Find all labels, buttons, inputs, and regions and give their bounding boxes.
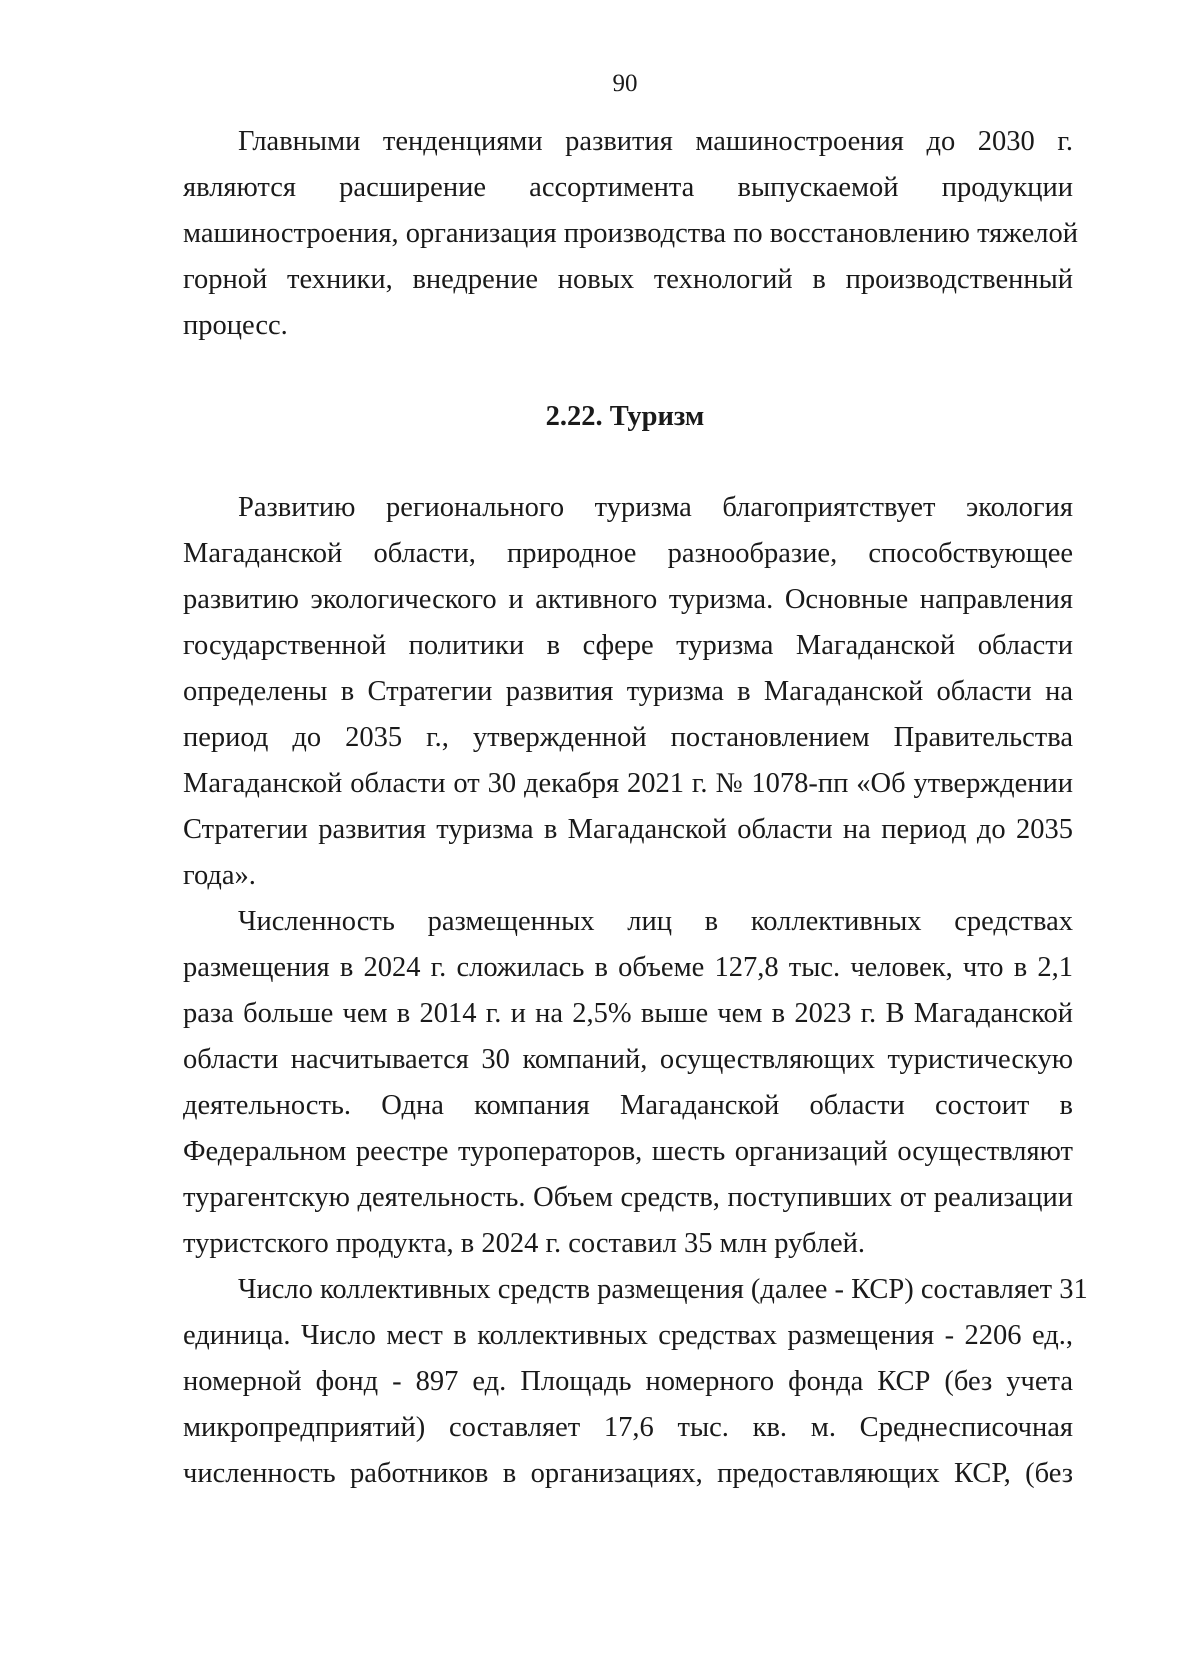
text-line: единица. Число мест в коллективных средствах размещения - 2206 ед., — [183, 1320, 1073, 1351]
text-line: микропредприятий) составляет 17,6 тыс. кв. м. Среднесписочная — [183, 1412, 1073, 1443]
page-number: 90 — [612, 70, 638, 97]
text-line: Магаданской области от 30 декабря 2021 г. № 1078-пп «Об утверждении — [183, 768, 1073, 799]
text-line: деятельность. Одна компания Магаданской области состоит в — [183, 1090, 1073, 1121]
text-line: период до 2035 г., утвержденной постановлением Правительства — [183, 722, 1073, 753]
text-line: года». — [183, 860, 256, 891]
text-line: Федеральном реестре туроператоров, шесть организаций осуществляют — [183, 1136, 1073, 1167]
text-line: процесс. — [183, 310, 288, 341]
text-line: государственной политики в сфере туризма Магаданской области — [183, 630, 1073, 661]
text-line: Стратегии развития туризма в Магаданской области на период до 2035 — [183, 814, 1073, 845]
text-line: горной техники, внедрение новых технологий в производственный — [183, 264, 1073, 295]
text-line: Число коллективных средств размещения (далее - КСР) составляет 31 — [238, 1274, 1088, 1305]
text-line: Магаданской области, природное разнообразие, способствующее — [183, 538, 1073, 569]
text-line: размещения в 2024 г. сложилась в объеме 127,8 тыс. человек, что в 2,1 — [183, 952, 1073, 983]
text-line: раза больше чем в 2014 г. и на 2,5% выше чем в 2023 г. В Магаданской — [183, 998, 1073, 1029]
text-line: туристского продукта, в 2024 г. составил 35 млн рублей. — [183, 1228, 866, 1259]
text-line: численность работников в организациях, предоставляющих КСР, (без — [183, 1458, 1073, 1489]
text-line: Численность размещенных лиц в коллективных средствах — [238, 906, 1073, 937]
text-line: номерной фонд - 897 ед. Площадь номерного фонда КСР (без учета — [183, 1366, 1073, 1397]
section-heading: 2.22. Туризм — [545, 401, 705, 432]
text-line: развитию экологического и активного туризма. Основные направления — [183, 584, 1073, 615]
text-line: Развитию регионального туризма благоприятствует экология — [238, 492, 1073, 523]
text-line: Главными тенденциями развития машиностроения до 2030 г. — [238, 126, 1073, 157]
text-line: определены в Стратегии развития туризма в Магаданской области на — [183, 676, 1073, 707]
text-line: турагентскую деятельность. Объем средств, поступивших от реализации — [183, 1182, 1073, 1213]
text-line: являются расширение ассортимента выпускаемой продукции — [183, 172, 1073, 203]
text-line: машиностроения, организация производства по восстановлению тяжелой — [183, 218, 1078, 249]
text-line: области насчитывается 30 компаний, осуществляющих туристическую — [183, 1044, 1073, 1075]
